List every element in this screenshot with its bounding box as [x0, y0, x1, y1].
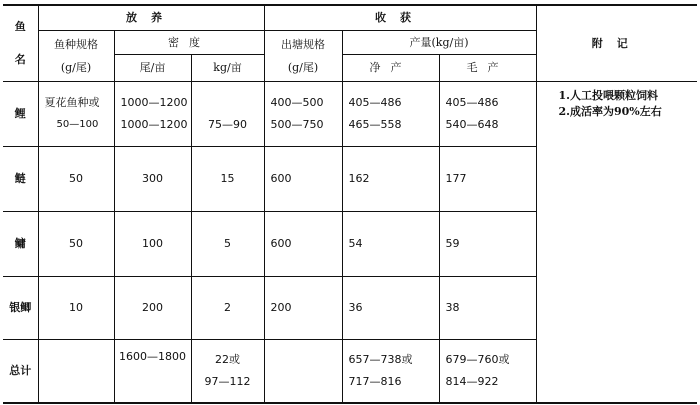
tail-density-cell: 1000—1200 1000—1200 [114, 81, 191, 146]
kg-density-cell: 75—90 [191, 81, 264, 146]
net-yield-cell: 54 [342, 211, 439, 276]
net-yield-cell: 657—738或 717—816 [342, 339, 439, 403]
fingerling-spec-header: 鱼种规格 (g/尾) [38, 30, 114, 81]
fish-name-cell: 银鲫 [3, 276, 38, 339]
total-label-cell: 总计 [3, 339, 38, 403]
harvest-header: 收获 [264, 5, 536, 30]
net-yield-cell: 405—486 465—558 [342, 81, 439, 146]
gross-yield-cell: 679—760或 814—922 [439, 339, 536, 403]
harvest-spec-cell: 400—500 500—750 [264, 81, 342, 146]
tail-density-cell: 1600—1800 [114, 339, 191, 403]
kg-density-cell: 5 [191, 211, 264, 276]
spec-cell: 夏花鱼种或 50—100 [38, 81, 114, 146]
stocking-header: 放养 [38, 5, 264, 30]
header-row-1 [3, 5, 697, 30]
spec-cell: 50 [38, 146, 114, 211]
net-yield-cell: 162 [342, 146, 439, 211]
density-tail-unit: 尾/亩 [114, 54, 191, 81]
fish-culture-table [3, 4, 697, 404]
yield-header: 产量(kg/亩) [342, 30, 536, 54]
note-item: 2.成活率为90%左右 [558, 104, 662, 118]
gross-yield-cell: 177 [439, 146, 536, 211]
gross-yield-cell: 405—486 540—648 [439, 81, 536, 146]
spec-cell: 50 [38, 211, 114, 276]
table-row [3, 81, 697, 146]
kg-density-cell: 15 [191, 146, 264, 211]
harvest-spec-cell [264, 339, 342, 403]
note-item: 1.人工投喂颗粒饲料 [558, 88, 658, 102]
harvest-spec-header: 出塘规格 (g/尾) [264, 30, 342, 81]
fish-name-cell: 鳙 [3, 211, 38, 276]
notes-header: 附记 [536, 5, 697, 81]
fish-name-cell: 鲢 [3, 146, 38, 211]
notes-cell [536, 81, 697, 403]
fish-name-header: 鱼 名 [3, 5, 38, 81]
gross-yield-cell: 59 [439, 211, 536, 276]
spec-cell: 10 [38, 276, 114, 339]
tail-density-cell: 100 [114, 211, 191, 276]
harvest-spec-cell: 200 [264, 276, 342, 339]
tail-density-cell: 300 [114, 146, 191, 211]
tail-density-cell: 200 [114, 276, 191, 339]
kg-density-cell: 2 [191, 276, 264, 339]
density-header: 密度 [114, 30, 264, 54]
net-yield-cell: 36 [342, 276, 439, 339]
harvest-spec-cell: 600 [264, 146, 342, 211]
net-yield-header: 净产 [342, 54, 439, 81]
kg-density-cell: 22或 97—112 [191, 339, 264, 403]
density-kg-unit: kg/亩 [191, 54, 264, 81]
gross-yield-header: 毛产 [439, 54, 536, 81]
fish-name-cell: 鲤 [3, 81, 38, 146]
harvest-spec-cell: 600 [264, 211, 342, 276]
spec-cell [38, 339, 114, 403]
gross-yield-cell: 38 [439, 276, 536, 339]
